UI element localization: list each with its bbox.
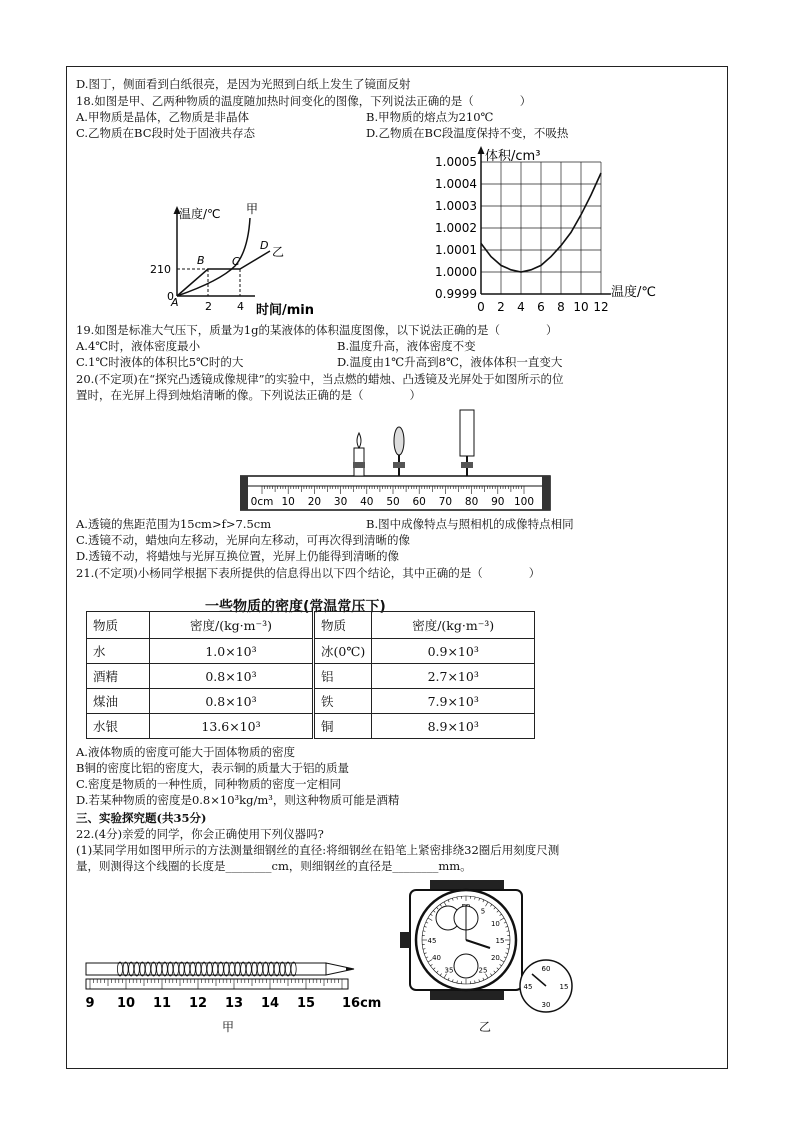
temp-origin: 0 (167, 290, 174, 303)
point-a: A (171, 296, 179, 309)
section3-heading: 三、实验探究题(共35分) (76, 811, 207, 825)
ruler-tick-label: 14 (260, 996, 280, 1011)
x-tick-label: 12 (593, 300, 609, 314)
bench-tick-label: 80 (464, 496, 479, 508)
point-c: C (232, 255, 240, 268)
table-cell: 7.9×10³ (372, 689, 535, 714)
table-header-row (87, 612, 535, 639)
table-header: 密度/(kg·m⁻³) (372, 612, 535, 639)
q19-option-c: C.1℃时液体的体积比5℃时的大 (76, 355, 244, 369)
q20-option-b: B.图中成像特点与照相机的成像特点相同 (366, 517, 574, 531)
q20-option-a: A.透镜的焦距范围为15cm>f>7.5cm (76, 517, 272, 531)
series-jia-label: 甲 (246, 202, 259, 216)
q18-option-c: C.乙物质在BC段时处于固液共存态 (76, 126, 256, 140)
small-dial-number: 15 (559, 983, 569, 991)
q22-stem: 22.(4分)亲爱的同学，你会正确使用下列仪器吗? (76, 827, 324, 841)
convex-lens (393, 427, 405, 476)
q21-option-d: D.若某种物质的密度是0.8×10³kg/m³，则这种物质可能是酒精 (76, 793, 400, 807)
q17-option-d: D.图丁，侧面看到白纸很亮，是因为光照到白纸上发生了镜面反射 (76, 77, 411, 91)
ruler-coil-figure (82, 945, 382, 1015)
dial-number: 5 (480, 907, 486, 916)
table-cell: 铁 (314, 689, 372, 714)
x-tick-label: 8 (557, 300, 565, 314)
table-cell: 0.8×10³ (150, 664, 314, 689)
bench-tick-label: 0cm (250, 496, 274, 508)
y-tick-label: 1.0002 (435, 221, 477, 235)
temp-y-tick: 210 (150, 263, 171, 276)
point-b: B (197, 254, 205, 267)
q20-stem-line1: 20.(不定项)在“探究凸透镜成像规律”的实验中，当点燃的蜡烛、凸透镜及光屏处于如图所示的位 (76, 372, 564, 386)
table-cell: 酒精 (87, 664, 150, 689)
x-tick-label: 4 (517, 300, 525, 314)
bench-tick-label: 70 (438, 496, 453, 508)
density-table-title: 一些物质的密度(常温常压下) (205, 599, 386, 615)
small-dial-number: 30 (541, 1001, 551, 1009)
dial-number: 45 (427, 937, 437, 945)
y-tick-label: 0.9999 (435, 287, 477, 301)
series-yi-curve (177, 251, 270, 296)
y-tick-label: 1.0001 (435, 243, 477, 257)
q21-option-c: C.密度是物质的一种性质，同种物质的密度一定相同 (76, 777, 342, 791)
table-cell: 水银 (87, 714, 150, 739)
small-dial-number: 45 (523, 983, 533, 991)
table-cell: 水 (87, 639, 150, 664)
stopwatch-figure (400, 878, 580, 1014)
dial-number: 20 (490, 954, 500, 962)
temp-ylabel: 温度/℃ (179, 207, 221, 221)
q20-option-d: D.透镜不动，将蜡烛与光屏互换位置，光屏上仍能得到清晰的像 (76, 549, 399, 563)
q19-option-a: A.4℃时，液体密度最小 (76, 339, 201, 353)
table-cell: 铜 (314, 714, 372, 739)
table-cell: 0.9×10³ (372, 639, 535, 664)
dial-number: 25 (478, 966, 488, 975)
table-row (87, 714, 535, 739)
q21-option-b: B铜的密度比铝的密度大，表示铜的质量大于铝的质量 (76, 761, 349, 775)
q18-option-d: D.乙物质在BC段温度保持不变，不吸热 (366, 126, 569, 140)
y-tick-label: 1.0005 (435, 155, 477, 169)
x-tick-label: 6 (537, 300, 545, 314)
q19-option-b: B.温度升高，液体密度不变 (337, 339, 476, 353)
temperature-time-figure (150, 196, 330, 320)
x-tick-label: 0 (477, 300, 485, 314)
q21-option-a: A.液体物质的密度可能大于固体物质的密度 (76, 745, 295, 759)
table-cell: 煤油 (87, 689, 150, 714)
table-row (87, 664, 535, 689)
q18-stem: 18.如图是甲、乙两种物质的温度随加热时间变化的图像，下列说法正确的是（ ） (76, 94, 532, 108)
bench-tick-label: 30 (333, 496, 348, 508)
y-tick-label: 1.0004 (435, 177, 477, 191)
ruler-tick-label: 12 (188, 996, 208, 1011)
table-cell: 8.9×10³ (372, 714, 535, 739)
table-cell: 2.7×10³ (372, 664, 535, 689)
figure-jia-caption: 甲 (222, 1020, 235, 1034)
table-row (87, 689, 535, 714)
dial-number: 35 (444, 966, 454, 975)
point-d: D (260, 239, 269, 252)
bench-tick-label: 100 (513, 496, 535, 508)
y-tick-label: 1.0003 (435, 199, 477, 213)
bench-tick-label: 60 (412, 496, 426, 508)
small-dial-number: 60 (541, 965, 551, 973)
ruler-tick-label: 10 (116, 996, 136, 1011)
table-cell: 铝 (314, 664, 372, 689)
q19-option-d: D.温度由1℃升高到8℃，液体体积一直变大 (337, 355, 563, 369)
temp-x-tick-4: 4 (237, 300, 244, 313)
table-header: 物质 (87, 612, 150, 639)
q19-stem: 19.如图是标准大气压下，质量为1g的某液体的体积温度图像，以下说法正确的是（ ） (76, 323, 558, 337)
dial-number: 10 (490, 920, 500, 928)
temp-x-tick-2: 2 (205, 300, 212, 313)
candle (353, 433, 365, 476)
q20-option-c: C.透镜不动，蜡烛向左移动，光屏向左移动，可再次得到清晰的像 (76, 533, 411, 547)
y-tick-label: 1.0000 (435, 265, 477, 279)
bench-tick-label: 40 (360, 496, 374, 508)
bench-tick-label: 90 (491, 496, 505, 508)
y-axis-arrow (478, 146, 485, 154)
series-yi-label: 乙 (272, 245, 285, 259)
x-tick-label: 2 (497, 300, 505, 314)
ruler-tick-label: 9 (85, 996, 95, 1011)
ruler-tick-label: 11 (152, 996, 172, 1011)
volume-xlabel: 温度/℃ (611, 285, 656, 300)
bench-tick-label: 10 (281, 496, 295, 508)
q21-stem: 21.(不定项)小杨同学根据下表所提供的信息得出以下四个结论，其中正确的是（ ） (76, 566, 541, 580)
table-row (87, 639, 535, 664)
figure-yi-caption: 乙 (479, 1020, 492, 1034)
optical-bench-figure (240, 408, 560, 520)
bench-tick-label: 20 (307, 496, 322, 508)
light-screen (460, 410, 474, 476)
q20-stem-line2: 置时，在光屏上得到烛焰清晰的像。下列说法正确的是（ ） (76, 388, 421, 402)
ruler-tick-label: 16cm (342, 996, 382, 1011)
density-table (86, 611, 535, 739)
volume-ylabel: 体积/cm³ (485, 149, 541, 164)
volume-temperature-chart (425, 144, 665, 322)
ruler-tick-label: 13 (224, 996, 244, 1011)
table-header: 物质 (314, 612, 372, 639)
table-header: 密度/(kg·m⁻³) (150, 612, 314, 639)
dial-number: 40 (432, 954, 442, 962)
dial-number: 15 (495, 937, 505, 945)
temp-xlabel: 时间/min (256, 303, 315, 318)
q18-option-b: B.甲物质的熔点为210℃ (366, 110, 494, 124)
x-tick-label: 10 (573, 300, 589, 314)
q18-option-a: A.甲物质是晶体，乙物质是非晶体 (76, 110, 249, 124)
q22-part1-line1: (1)某同学用如图甲所示的方法测量细钢丝的直径:将细钢丝在铅笔上紧密排绕32圈后用刻度尺测 (76, 843, 560, 857)
table-cell: 13.6×10³ (150, 714, 314, 739)
q22-part1-line2: 量，则测得这个线圈的长度是________cm，则细钢丝的直径是________mm。 (76, 859, 472, 873)
bench-tick-label: 50 (386, 496, 400, 508)
ruler-tick-label: 15 (296, 996, 316, 1011)
table-cell: 1.0×10³ (150, 639, 314, 664)
table-cell: 冰(0℃) (314, 639, 372, 664)
table-cell: 0.8×10³ (150, 689, 314, 714)
